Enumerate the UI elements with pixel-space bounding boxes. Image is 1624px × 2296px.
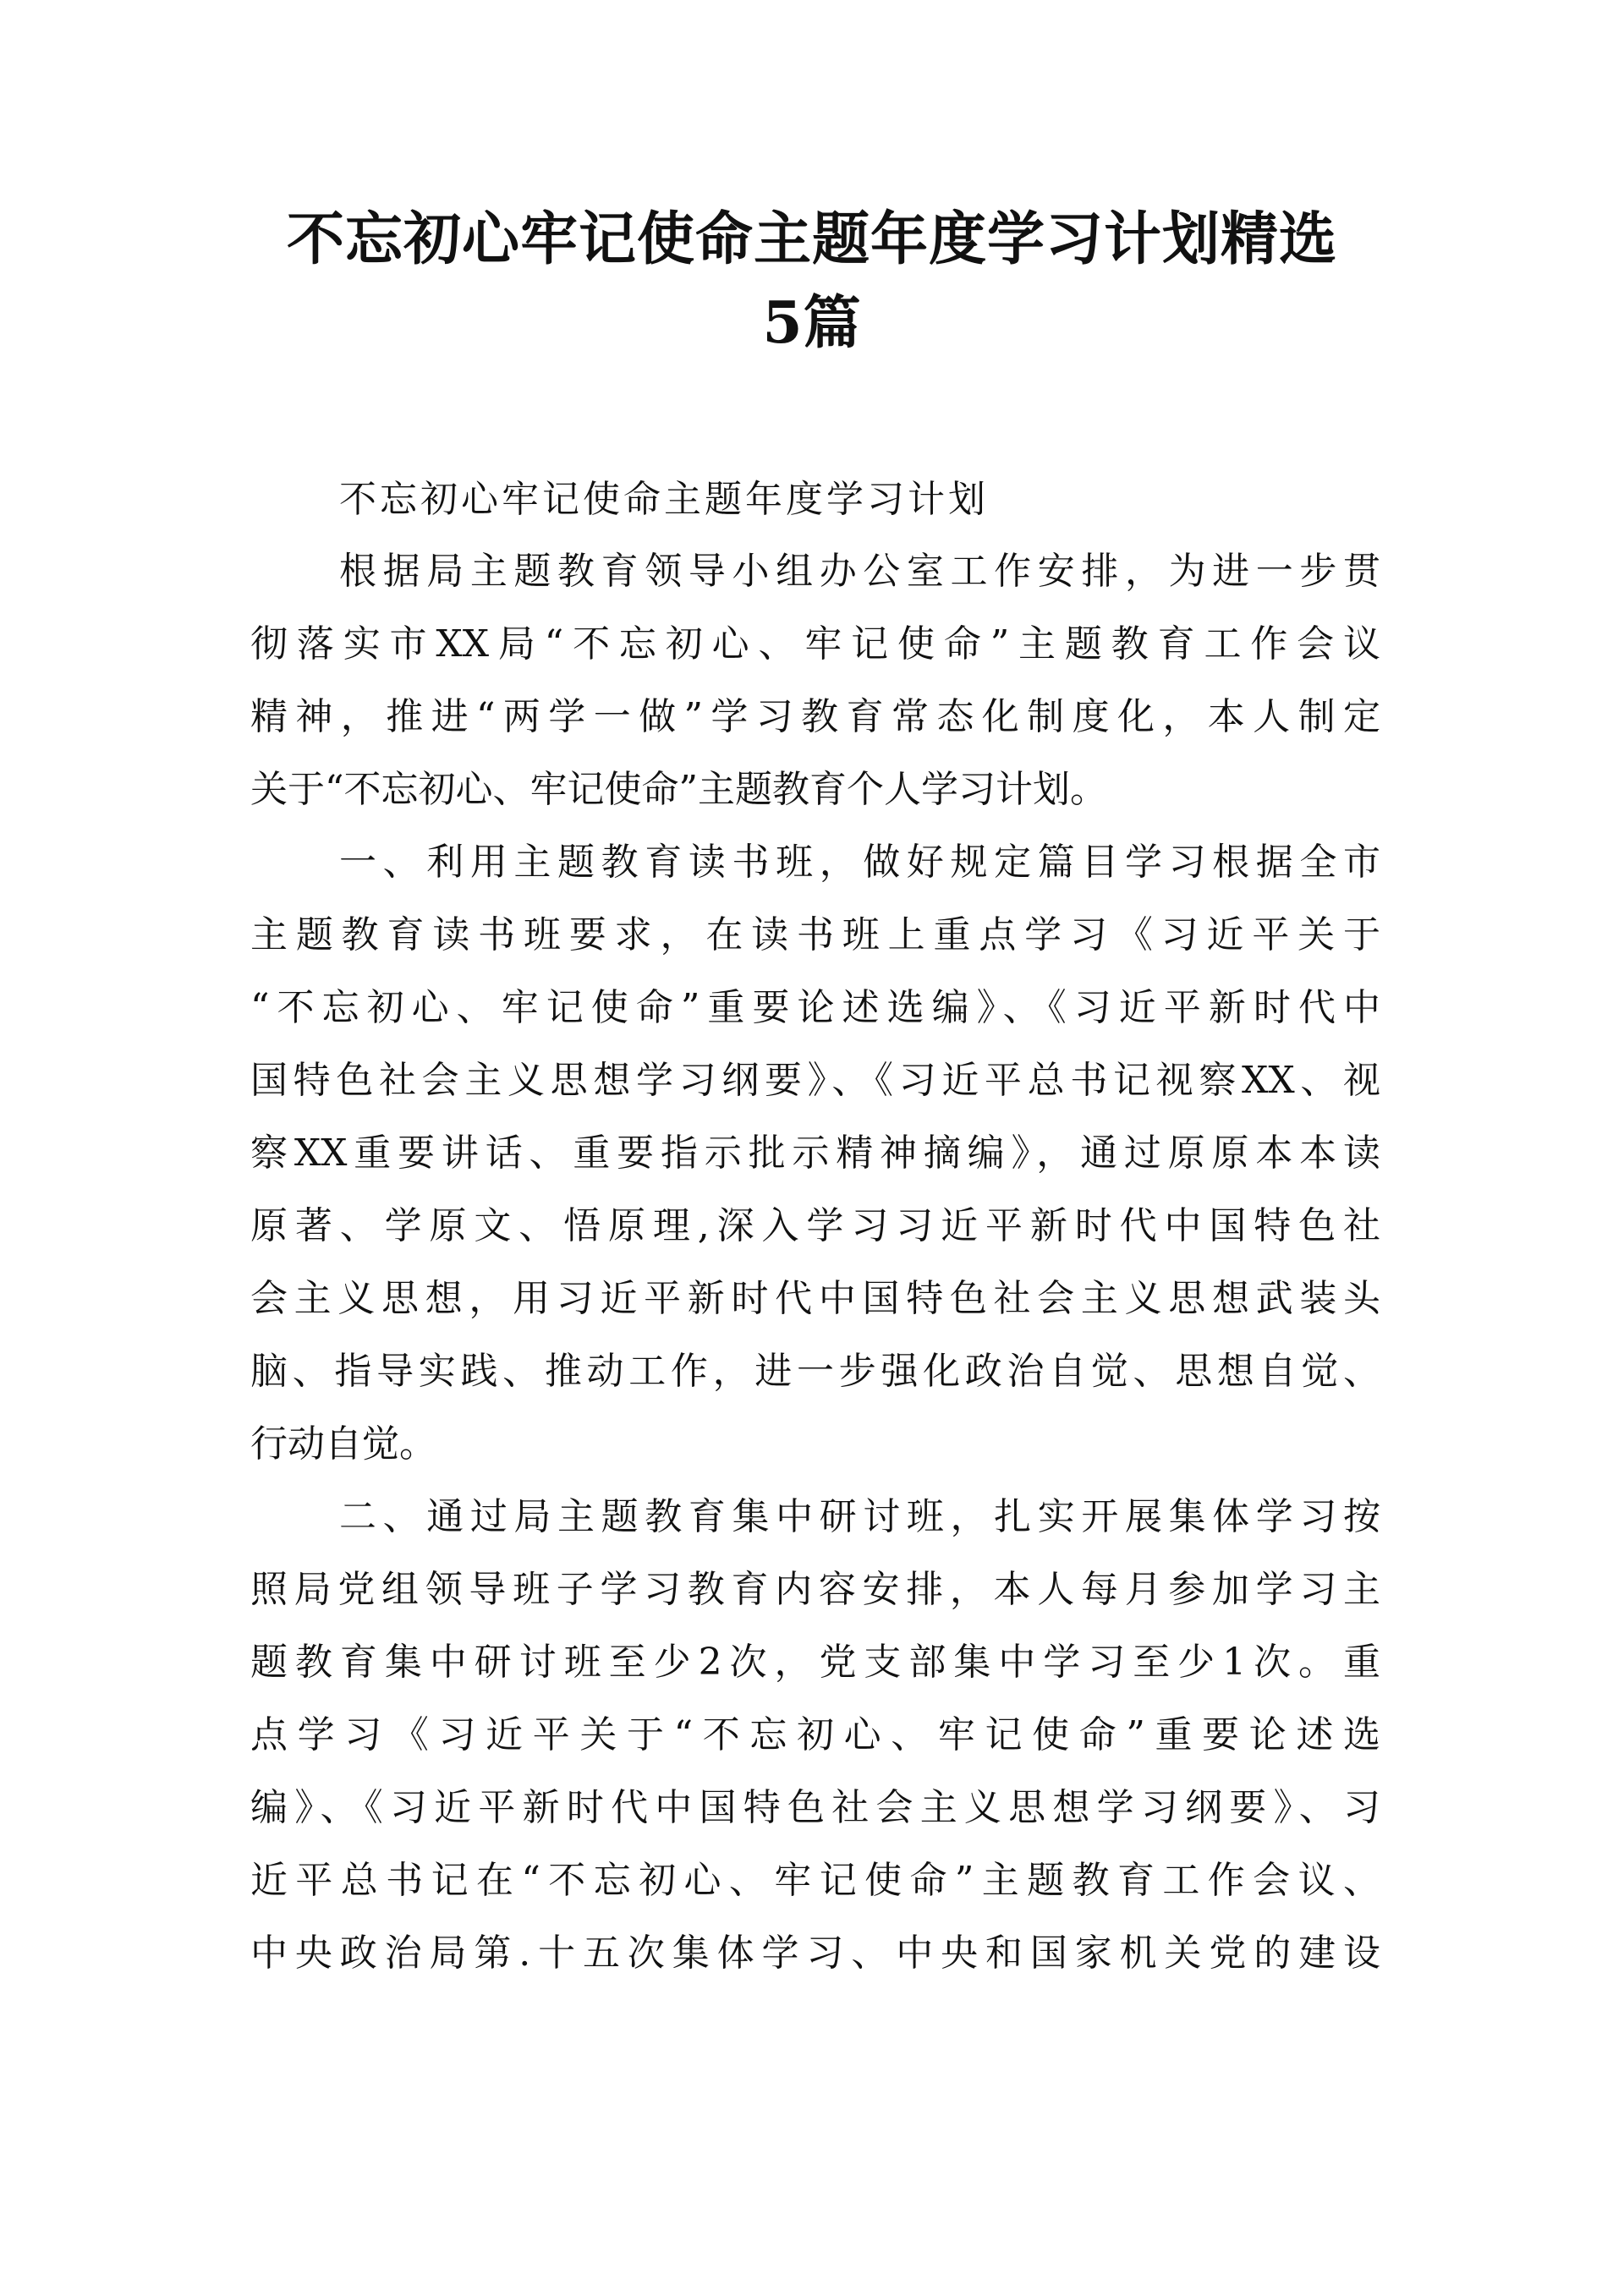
paragraph-2-line: 原著、学原文、悟原理,深入学习习近平新时代中国特色社 xyxy=(250,1204,1380,1247)
paragraph-2-line: “不忘初心、牢记使命”重要论述选编》、《习近平新时代中 xyxy=(250,986,1380,1029)
paragraph-2-line: 一、利用主题教育读书班，做好规定篇目学习根据全市 xyxy=(339,841,1380,884)
paragraph-2-line: 行动自觉。 xyxy=(250,1422,436,1466)
paragraph-2-line: 国特色社会主义思想学习纲要》、《习近平总书记视察XX、视 xyxy=(250,1059,1380,1102)
paragraph-3-line: 二、通过局主题教育集中研讨班，扎实开展集体学习按 xyxy=(339,1495,1380,1538)
paragraph-2-line: 察XX重要讲话、重要指示批示精神摘编》，通过原原本本读 xyxy=(250,1132,1380,1175)
paragraph-3-line: 编》、《习近平新时代中国特色社会主义思想学习纲要》、习 xyxy=(250,1786,1380,1829)
paragraph-1-line: 精神，推进“两学一做”学习教育常态化制度化，本人制定 xyxy=(250,695,1380,738)
paragraph-1-line: 彻落实市XX局“不忘初心、牢记使命”主题教育工作会议 xyxy=(250,622,1380,666)
section-subheading: 不忘初心牢记使命主题年度学习计划 xyxy=(339,478,989,521)
paragraph-3-line: 中央政治局第.十五次集体学习、中央和国家机关党的建设 xyxy=(250,1932,1380,1975)
paragraph-2-line: 脑、指导实践、推动工作，进一步强化政治自觉、思想自觉、 xyxy=(250,1350,1380,1393)
paragraph-1-line: 关于“不忘初心、牢记使命”主题教育个人学习计划。 xyxy=(250,768,1107,811)
paragraph-3-line: 点学习《习近平关于“不忘初心、牢记使命”重要论述选 xyxy=(250,1713,1380,1756)
paragraph-2-line: 主题教育读书班要求，在读书班上重点学习《习近平关于 xyxy=(250,913,1380,956)
paragraph-1-line: 根据局主题教育领导小组办公室工作安排，为进一步贯 xyxy=(339,550,1380,593)
paragraph-3-line: 照局党组领导班子学习教育内容安排，本人每月参加学习主 xyxy=(250,1568,1380,1611)
document-title-line-2: 5篇 xyxy=(762,289,862,357)
paragraph-3-line: 近平总书记在“不忘初心、牢记使命”主题教育工作会议、 xyxy=(250,1859,1380,1902)
paragraph-2-line: 会主义思想，用习近平新时代中国特色社会主义思想武装头 xyxy=(250,1277,1380,1320)
document-title-line-1: 不忘初心牢记使命主题年度学习计划精选 xyxy=(286,205,1337,273)
paragraph-3-line: 题教育集中研讨班至少2次，党支部集中学习至少1次。重 xyxy=(250,1641,1380,1684)
